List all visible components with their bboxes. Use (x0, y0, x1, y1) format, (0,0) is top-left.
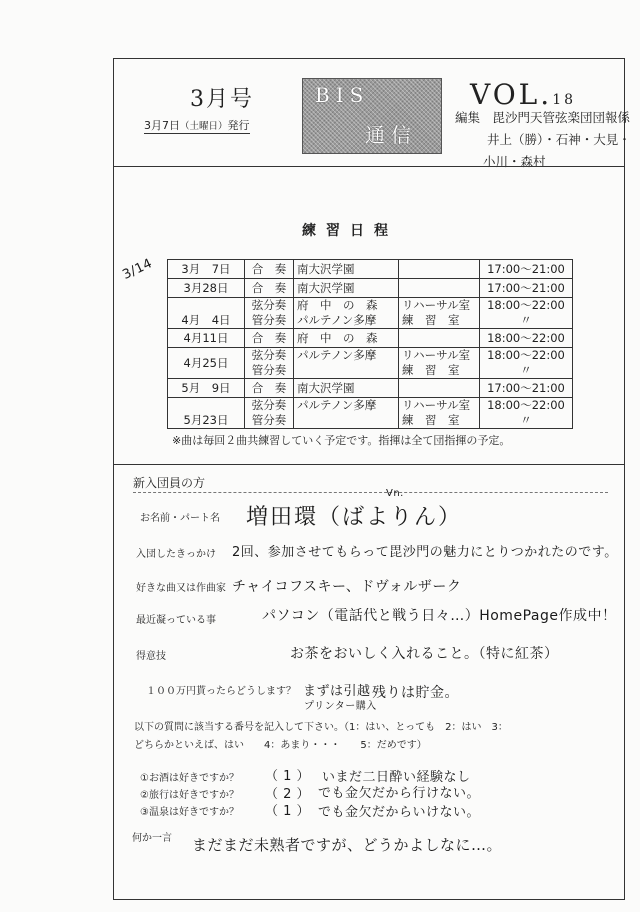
table-row: 3月28日 合 奏 南大沢学園 17:00〜21:00 (168, 279, 573, 298)
table-row: 5月23日 弦分奏 管分奏 パルテノン多摩 リハーサル室 練 習 室 18:00〜22:00 〃 (168, 398, 573, 429)
favorite-label: 好きな曲又は作曲家 (136, 583, 226, 594)
hobby-label: 最近凝っている事 (136, 615, 216, 626)
million-value-3: 残りは貯金。 (372, 685, 459, 701)
answer-2: （ 2 ） (265, 787, 311, 802)
editor-info: 編集 毘沙門天管弦楽団団報係 井上（勝）・石神・大見・ 小川・森村 (455, 110, 631, 169)
question-3: ③温泉は好きですか？ (140, 807, 239, 818)
reason-value: 2回、参加させてもらって毘沙門の魅力にとりつかれたのです。 (232, 545, 618, 560)
hobby-value: パソコン（電話代と戦う日々…）HomePage作成中！ (262, 608, 617, 624)
schedule-note: ※曲は毎回２曲共練習していく予定です。指揮は全て団指揮の予定。 (172, 434, 511, 447)
question-intro-2: どちらかといえば、はい 4：あまり・・・ 5：だめです） (134, 740, 427, 751)
name-annotation: Vn. (386, 488, 404, 499)
comment-3: でも金欠だからいけない。 (318, 805, 481, 820)
reason-label: 入団したきっかけ (136, 549, 216, 560)
table-row: 5月 9日 合 奏 南大沢学園 17:00〜21:00 (168, 379, 573, 398)
question-1: ①お酒は好きですか？ (140, 773, 239, 784)
margin-note: 3/14 (120, 256, 155, 283)
section-title: 新入団員の方 (133, 476, 206, 490)
logo-bottom-text: 通信 (365, 123, 417, 147)
comment-label: 何か一言 (132, 833, 172, 844)
comment-2: でも金欠だから行けない。 (318, 786, 481, 801)
answer-1: （ 1 ） (265, 769, 311, 784)
logo-top-text: BIS (315, 83, 370, 107)
name-value: 増田環（ばよりん） (246, 505, 463, 530)
million-value-2: プリンター購入 (304, 701, 377, 712)
skill-value: お茶をおいしく入れること。（特に紅茶） (290, 646, 559, 662)
comment-1: いまだ二日酔い経験なし (322, 770, 471, 785)
favorite-value: チャイコフスキー、ドヴォルザーク (232, 579, 462, 595)
question-intro-1: 以下の質問に該当する番号を記入して下さい。（1：はい、とっても 2：はい 3： (134, 722, 508, 733)
comment-value: まだまだ未熟者ですが、どうかよしなに…。 (192, 836, 503, 854)
header-divider (113, 166, 625, 167)
name-label: お名前・パート名 (140, 513, 220, 524)
section-divider (113, 464, 625, 465)
question-2: ②旅行は好きですか？ (140, 790, 239, 801)
volume-label: VOL.18 (470, 78, 577, 111)
million-value-1: まずは引越 (303, 684, 371, 699)
table-row: 4月 4日 弦分奏 管分奏 府 中 の 森 パルテノン多摩 リハーサル室 練 習 室 18:00〜22:00 〃 (168, 298, 573, 329)
issue-date: 3月7日（土曜日）発行 (144, 119, 250, 132)
table-row: 4月25日 弦分奏 管分奏 パルテノン多摩 リハーサル室 練 習 室 18:00〜22:00 〃 (168, 348, 573, 379)
schedule-table (167, 259, 573, 429)
bis-tsushin-logo (302, 78, 442, 154)
section-dotted-rule (133, 492, 608, 493)
schedule-title: 練習日程 (302, 223, 398, 239)
table-row: 3月 7日 合 奏 南大沢学園 17:00〜21:00 (168, 260, 573, 279)
skill-label: 得意技 (136, 651, 166, 662)
table-row: 4月11日 合 奏 府 中 の 森 18:00〜22:00 (168, 329, 573, 348)
answer-3: （ 1 ） (265, 804, 311, 819)
million-label: １００万円貰ったらどうします？ (146, 686, 296, 697)
issue-label: 3月号 (190, 87, 254, 112)
